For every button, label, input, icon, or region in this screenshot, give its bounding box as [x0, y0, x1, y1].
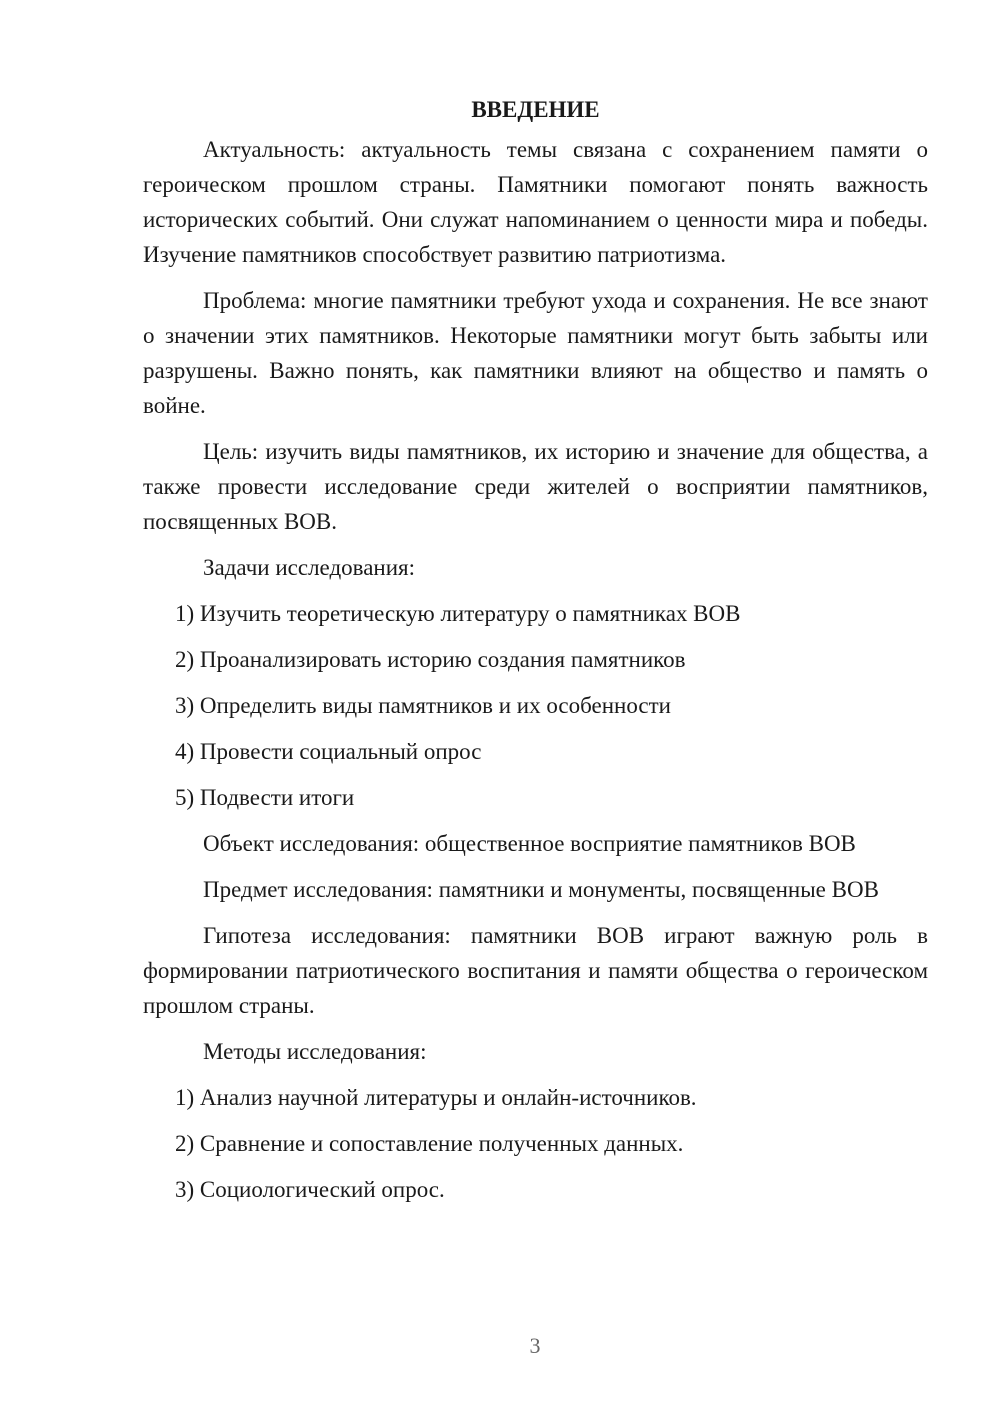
methods-heading: Методы исследования:	[203, 1039, 427, 1064]
goal-paragraph: Цель: изучить виды памятников, их историю и значение для общества, а также провести исследование среди жителей о восприятии памятников, посвященных ВОВ.	[143, 439, 928, 534]
problem-paragraph: Проблема: многие памятники требуют ухода и сохранения. Не все знают о значении этих памятников. Некоторые памятники могут быть забыты или разрушены. Важно понять, как памятники влияют на общество и память о войне.	[143, 288, 928, 418]
task-item: 3) Определить виды памятников и их особенности	[175, 693, 671, 718]
method-item: 1) Анализ научной литературы и онлайн-источников.	[175, 1085, 697, 1110]
tasks-list	[143, 596, 928, 815]
methods-list	[143, 1080, 928, 1207]
task-item: 4) Провести социальный опрос	[175, 739, 482, 764]
section-title: ВВЕДЕНИЕ	[471, 97, 600, 122]
method-item: 2) Сравнение и сопоставление полученных данных.	[175, 1131, 684, 1156]
task-item: 2) Проанализировать историю создания памятников	[175, 647, 686, 672]
document-page	[143, 92, 928, 1218]
tasks-heading: Задачи исследования:	[203, 555, 416, 580]
subject-line: Предмет исследования: памятники и монументы, посвященные ВОВ	[203, 877, 879, 902]
object-line: Объект исследования: общественное восприятие памятников ВОВ	[203, 831, 856, 856]
task-item: 1) Изучить теоретическую литературу о памятниках ВОВ	[175, 601, 741, 626]
relevance-paragraph: Актуальность: актуальность темы связана с сохранением памяти о героическом прошлом страны. Памятники помогают понять важность исторических событий. Они служат напоминанием о ценности мира и победы. Изучение памятников способствует развитию патриотизма.	[143, 137, 928, 267]
page-number: 3	[529, 1333, 541, 1358]
task-item: 5) Подвести итоги	[175, 785, 355, 810]
method-item: 3) Социологический опрос.	[175, 1177, 445, 1202]
hypothesis-paragraph: Гипотеза исследования: памятники ВОВ играют важную роль в формировании патриотического воспитания и памяти общества о героическом прошлом страны.	[143, 923, 928, 1018]
